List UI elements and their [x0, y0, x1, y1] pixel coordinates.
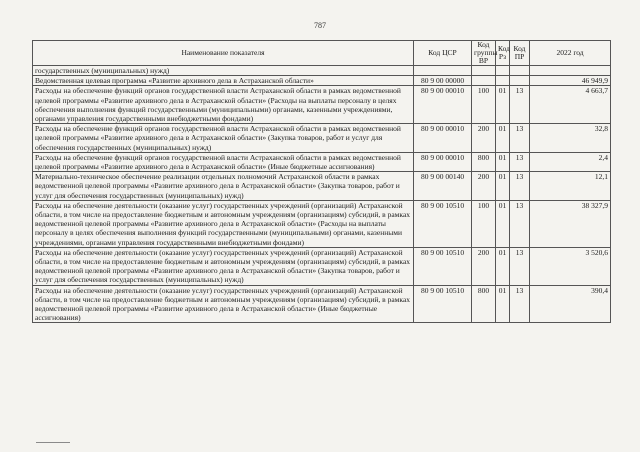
row-vr — [472, 66, 496, 76]
row-name: Расходы на обеспечение функций органов государственной власти Астраханской области в рамках ведомственной целевой программы «Развитие архивного дела в Астраханской области» (Закупка товаров, работ и услуг для обеспечения государственных (муниципальных) нужд) — [33, 124, 414, 153]
row-amount: 3 520,6 — [530, 247, 611, 285]
header-name: Наименование показателя — [33, 41, 414, 66]
row-vr: 100 — [472, 86, 496, 124]
row-pr: 13 — [510, 200, 530, 247]
row-csr: 80 9 00 10510 — [414, 285, 472, 323]
header-year: 2022 год — [530, 41, 611, 66]
row-rz: 01 — [496, 172, 510, 201]
row-vr: 200 — [472, 124, 496, 153]
row-name: Расходы на обеспечение деятельности (оказание услуг) государственных учреждений (организаций) Астраханской области, в том числе на предоставление бюджетным и автономным учреждениям (организациям) субсидий, в рамках ведомственной целевой программы «Развитие архивного дела в Астраханской области» (Закупка товаров, работ и услуг для обеспечения государственных (муниципальных) нужд) — [33, 247, 414, 285]
row-name: Расходы на обеспечение функций органов государственной власти Астраханской области в рамках ведомственной целевой программы «Развитие архивного дела в Астраханской области» (Иные бюджетные ассигнования) — [33, 152, 414, 171]
row-amount: 390,4 — [530, 285, 611, 323]
table-row — [33, 172, 611, 201]
row-rz: 01 — [496, 285, 510, 323]
row-rz — [496, 76, 510, 86]
row-vr: 800 — [472, 285, 496, 323]
row-amount: 46 949,9 — [530, 76, 611, 86]
header-csr: Код ЦСР — [414, 41, 472, 66]
table-row — [33, 247, 611, 285]
table-row — [33, 152, 611, 171]
row-csr: 80 9 00 00000 — [414, 76, 472, 86]
row-name: Расходы на обеспечение функций органов государственной власти Астраханской области в рамках ведомственной целевой программы «Развитие архивного дела в Астраханской области» (Расходы на выплаты персоналу в целях обеспечения выполнения функций государственными (муниципальными) органами, казенными учреждениями, органами управления государственными внебюджетными фондами) — [33, 86, 414, 124]
row-pr: 13 — [510, 86, 530, 124]
row-rz — [496, 66, 510, 76]
header-rz: Код Рз — [496, 41, 510, 66]
row-name: Расходы на обеспечение деятельности (оказание услуг) государственных учреждений (организаций) Астраханской области, в том числе на предоставление бюджетным и автономным учреждениям (организациям) субсидий, в рамках ведомственной целевой программы «Развитие архивного дела в Астраханской области» (Расходы на выплаты персоналу в целях обеспечения выполнения функций государственными (муниципальными) органами, казенными учреждениями, органами управления государственными внебюджетными фондами) — [33, 200, 414, 247]
row-pr: 13 — [510, 152, 530, 171]
table-header-row — [33, 41, 611, 66]
scan-artifact-line — [36, 442, 70, 443]
row-name: Материально-техническое обеспечение реализации отдельных полномочий Астраханской области в рамках ведомственной целевой программы «Развитие архивного дела в Астраханской области» (Закупка товаров, работ и услуг для обеспечения государственных (муниципальных) нужд) — [33, 172, 414, 201]
row-csr — [414, 66, 472, 76]
row-rz: 01 — [496, 152, 510, 171]
row-csr: 80 9 00 10510 — [414, 200, 472, 247]
table-row — [33, 200, 611, 247]
table-row — [33, 285, 611, 323]
row-pr: 13 — [510, 247, 530, 285]
row-name: Расходы на обеспечение деятельности (оказание услуг) государственных учреждений (организаций) Астраханской области, в том числе на предоставление бюджетным и автономным учреждениям (организациям) субсидий, в рамках ведомственной целевой программы «Развитие архивного дела в Астраханской области» (Иные бюджетные ассигнования) — [33, 285, 414, 323]
row-pr: 13 — [510, 172, 530, 201]
row-amount: 12,1 — [530, 172, 611, 201]
row-vr: 800 — [472, 152, 496, 171]
row-amount: 38 327,9 — [530, 200, 611, 247]
row-pr — [510, 66, 530, 76]
header-pr: Код ПР — [510, 41, 530, 66]
table-row — [33, 124, 611, 153]
row-name: государственных (муниципальных) нужд) — [33, 66, 414, 76]
row-csr: 80 9 00 10510 — [414, 247, 472, 285]
budget-table — [32, 40, 611, 323]
page-number: 787 — [314, 21, 326, 30]
row-name: Ведомственная целевая программа «Развитие архивного дела в Астраханской области» — [33, 76, 414, 86]
row-csr: 80 9 00 00010 — [414, 124, 472, 153]
row-rz: 01 — [496, 124, 510, 153]
row-csr: 80 9 00 00010 — [414, 152, 472, 171]
row-csr: 80 9 00 00140 — [414, 172, 472, 201]
row-pr — [510, 76, 530, 86]
row-csr: 80 9 00 00010 — [414, 86, 472, 124]
row-vr: 200 — [472, 247, 496, 285]
row-vr: 200 — [472, 172, 496, 201]
row-amount: 2,4 — [530, 152, 611, 171]
row-rz: 01 — [496, 86, 510, 124]
row-vr — [472, 76, 496, 86]
header-vr: Код группы ВР — [472, 41, 496, 66]
row-vr: 100 — [472, 200, 496, 247]
row-amount — [530, 66, 611, 76]
row-rz: 01 — [496, 247, 510, 285]
row-amount: 32,8 — [530, 124, 611, 153]
row-pr: 13 — [510, 285, 530, 323]
table-row — [33, 86, 611, 124]
row-amount: 4 663,7 — [530, 86, 611, 124]
table-row — [33, 66, 611, 76]
table-row — [33, 76, 611, 86]
row-rz: 01 — [496, 200, 510, 247]
row-pr: 13 — [510, 124, 530, 153]
